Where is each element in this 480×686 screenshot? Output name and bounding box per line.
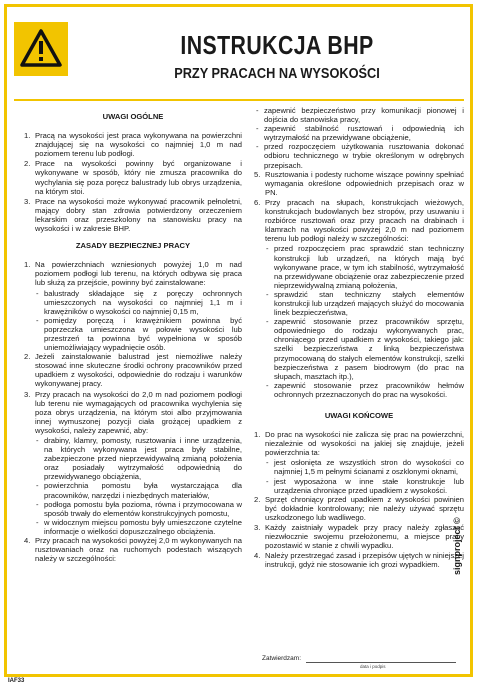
sub-item: - podłoga pomostu była pozioma, równa i przymocowana w sposób trwały do elementów konstrukcyjnych pomostu,: [36, 499, 242, 518]
sub-item: - zapewnić stosowanie przez pracowników hełmów ochronnych przeznaczonych do prac na wysokości.: [266, 380, 464, 399]
sub-item: - w widocznym miejscu pomostu były umieszczone czytelne informacje o wielkości dopuszczalnego obciążenia.: [36, 517, 242, 536]
signature-hint: data i podpis: [360, 664, 386, 669]
sub-item: - jest wyposażona w inne stałe konstrukcje lub urządzenia chroniące przed upadkiem z wysokości.: [266, 476, 464, 495]
sub-item: - powierzchnia pomostu była wystarczająca dla pracowników, narzędzi i niezbędnych materiałów,: [36, 481, 242, 500]
list-item: 4. Należy przestrzegać zasad i przepisów ujętych w niniejszej instrukcji, gdyż nie stosowanie ich grozi wypadkiem.: [254, 551, 464, 570]
page-title: INSTRUKCJA BHP: [180, 30, 374, 60]
approval-label: Zatwierdzam:: [262, 655, 302, 662]
product-code: IAF33: [8, 678, 25, 684]
section-heading-general: UWAGI OGÓLNE: [102, 112, 164, 121]
sub-item: - zapewnić stosowanie przez pracowników sprzętu, odpowiedniego do rodzaju wykonywanych prac, chroniącego przed upadkiem z wysokości, takiego jak: szelki bezpieczeństwa z linką bezpieczeństwa przymocowaną do stałych elementów konstrukcji, szelki bezpieczeństwa z pasem biodrowym (do prac na słupach, masztach itp.),: [266, 317, 464, 381]
page-subtitle: PRZY PRACACH NA WYSOKOŚCI: [174, 66, 380, 82]
list-item: 2. Jeżeli zainstalowanie balustrad jest niemożliwe należy stosować inne skuteczne środki ochrony pracowników przed upadkiem z wysokości, odpowiednie do rodzaju i warunków wykonywanej pracy.: [24, 352, 242, 389]
list-item: 5. Rusztowania i podesty ruchome wiszące powinny spełniać wymagania określone odpowiednich przepisach oraz w PN.: [254, 169, 464, 197]
list-item: 1. Do prac na wysokości nie zalicza się prac na powierzchni, niezależnie od wysokości na jakiej się znajduje, jeżeli powierzchnia ta:: [254, 430, 464, 458]
sub-item: - drabiny, klamry, pomosty, rusztowania i inne urządzenia, na których wykonywana jest praca były stabilne, zabezpieczone przed nieprzewidywalną zmianą położenia oraz posiadały wytrzymałość odpowiednią do przewidywanego obciążenia,: [36, 436, 242, 482]
list-item: 1. Na powierzchniach wzniesionych powyżej 1,0 m nad poziomem podłogi lub terenu, na których odbywa się praca lub służą za przejście, powinny być zainstalowane:: [24, 260, 242, 288]
section-heading-safe-work: ZASADY BEZPIECZNEJ PRACY: [75, 241, 191, 251]
warning-triangle-icon: [20, 29, 62, 67]
list-item: 3. Każdy zaistniały wypadek przy pracy należy zgłaszać niezwłocznie swojemu przełożonemu, a miejsce pracy pozostawić w stanie z chwili wypadku.: [254, 523, 464, 551]
sub-item: - przed rozpoczęciem użytkowania rusztowania dokonać odbioru technicznego w trybie określonym w odrębnych przepisach.: [256, 142, 464, 170]
sub-item: - zapewnić stabilność rusztowań i odpowiednią ich wytrzymałość na przewidywane obciążenie,: [256, 124, 464, 143]
brand-mark: signproject ©: [452, 517, 462, 575]
sub-item: - przed rozpoczęciem prac sprawdzić stan techniczny konstrukcji lub urządzeń, na których mają być wykonywane prace, w tym ich stabilność, wytrzymałość na przewidywane obciążenie oraz zabezpieczenie przed nieprzewidywalną zmianą położenia,: [266, 244, 464, 290]
divider: [14, 99, 464, 101]
section-heading-final: UWAGI KOŃCOWE: [324, 411, 394, 420]
sub-item: - pomiędzy poręczą i krawężnikiem powinna być poprzeczka umieszczona w połowie wysokości lub przestrzeń ta powinna być wypełniona w sposób uniemożliwiający wypadnięcie osób.: [36, 315, 242, 353]
list-item: 3. Prace na wysokości może wykonywać pracownik pełnoletni, mający dobry stan zdrowia potwierdzony orzeczeniem lekarskim oraz przeszkolony na stanowisku pracy na wysokości i w zakresie BHP.: [24, 196, 242, 234]
list-item: 3. Przy pracach na wysokości do 2,0 m nad poziomem podłogi lub terenu nie wymagających od pracownika wychylenia się poza obrys urządzenia, na którym stoi albo przyjmowania innej wymuszonej pozycji ciała grożącej upadkiem z wysokości, należy zapewnić, aby:: [24, 389, 242, 435]
sub-item: - jest osłonięta ze wszystkich stron do wysokości co najmniej 1,5 m pełnymi ścianami z oszklonymi oknami,: [266, 458, 464, 477]
sub-item: - balustrady składające się z poręczy ochronnych umieszczonych na wysokości co najmniej 1,1 m i krawężników o wysokości co najmniej 0,15 m,: [36, 288, 242, 316]
list-item: 2. Sprzęt chroniący przed upadkiem z wysokości powinien być dokładnie kontrolowany; nie należy używać sprzętu uszkodzonego lub wadliwego.: [254, 494, 464, 522]
sub-item: - zapewnić bezpieczeństwo przy komunikacji pionowej i dojścia do stanowiska pracy,: [256, 106, 464, 125]
warning-sign: [14, 22, 68, 76]
list-item: 4. Przy pracach na wysokości powyżej 2,0 m wykonywanych na rusztowaniach oraz na ruchomych podestach wiszących należy w szczególności:: [24, 536, 242, 564]
sub-item: - sprawdzić stan techniczny stałych elementów konstrukcji lub urządzeń mających służyć do mocowania linek bezpieczeństwa,: [266, 289, 464, 318]
list-item: 1. Pracą na wysokości jest praca wykonywana na powierzchni znajdującej się na wysokości co najmniej 1,0 m nad poziomem terenu lub podłogi.: [24, 131, 242, 159]
signature-line: [306, 662, 456, 663]
list-item: 2. Prace na wysokości powinny być organizowane i wykonywane w sposób, który nie zmusza pracownika do wychylania się poza poręcz balustrady lub obrys urządzenia, na którym stoi.: [24, 159, 242, 196]
list-item: 6. Przy pracach na słupach, konstrukcjach wieżowych, konstrukcjach budowlanych bez stropów, przy usuwaniu i rozbiórce rusztowań oraz przy pracach na drabinach i klamrach na wysokości powyżej 2,0 m nad poziomem terenu lub podłogi należy w szczególności:: [254, 197, 464, 244]
left-column: [24, 112, 242, 564]
right-column: [254, 106, 464, 571]
